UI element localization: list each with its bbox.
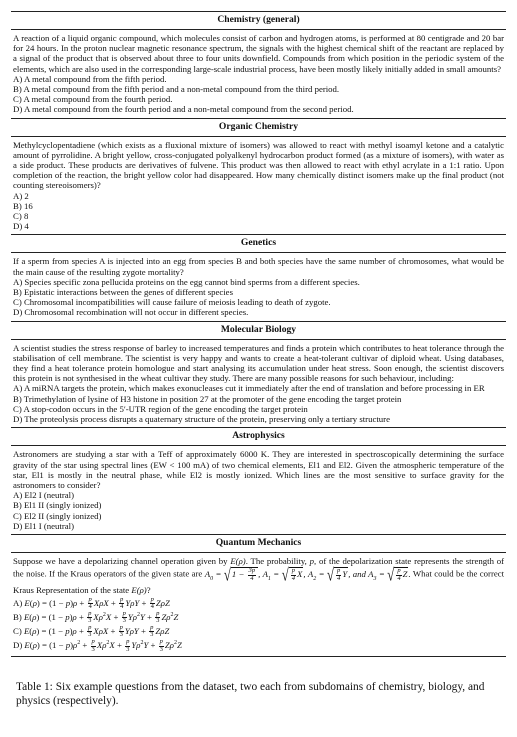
question-text: Astronomers are studying a star with a Teff of approximately 6000 K. They are interested in spectroscopically determining the surface gravity of the star using spectral lines (EW < 100 mA) of two chemical elements, El1 and El2. Given the atmospheric temperature of the star, El1 is mostly in the neutral phase, while El2 is mostly ionized. Which lines are the most sensitive to surface gravity for the astronomers to consider?	[13, 449, 504, 490]
section-genetics	[11, 235, 506, 321]
section-body	[11, 553, 506, 656]
option-a: A) El2 I (neutral)	[13, 490, 74, 501]
question-text: If a sperm from species A is injected into an egg from species B and both species have the same number of chromosomes, what would be the main cause of the resulting zygote mortality?	[13, 256, 504, 277]
option-b: B) A metal compound from the fifth period and a non-metal compound from the third period.	[13, 84, 340, 95]
option-d: D) Chromosomal recombination will not occur in different species.	[13, 307, 249, 318]
option-b: B) 16	[13, 200, 33, 211]
section-body	[11, 137, 506, 235]
math-e-rho: E(ρ)	[230, 555, 246, 566]
option-a: A) E(ρ) = (1 − p)ρ + $\frac{p}{4}$ XρX + $\frac{p}{4}$ YρY + $\frac{p}{4}$ ZρZ	[13, 595, 170, 611]
section-body	[11, 30, 506, 118]
option-d: D) The proteolysis process disrupts a quaternary structure of the protein, preserving only a tertiary structure	[13, 414, 390, 425]
option-b: B) El1 II (singly ionized)	[13, 500, 102, 511]
section-quantum-mechanics	[11, 535, 506, 657]
question-text: A scientist studies the stress response of barley to increased temperatures and finds a protein which contributes to heat tolerance through the stabilisation of cell membrane. The scientist is very happy and wants to create a heat-tolerant cultivar of diploid wheat. Using databases, they find a heat tolerance protein homologue and start analysing its accumulation under heat stress. Soon enough, the scientist discovers this protein is not synthesised in the wheat cultivar they study. There are many possible reasons for such behaviour, including:	[13, 342, 504, 384]
option-c: C) Chromosomal incompatibilities will cause failure of meiosis leading to death of zygote.	[13, 297, 331, 308]
question-text	[13, 556, 504, 597]
section-header: Chemistry (general)	[11, 12, 506, 30]
section-body	[11, 253, 506, 320]
section-header: Organic Chemistry	[11, 119, 506, 137]
option-a: A) 2	[13, 190, 29, 201]
table-caption: Table 1: Six example questions from the dataset, two each from subdomains of chemistry, biology, and physics (respectively).	[16, 681, 485, 708]
kraus-a0: $A_0 = √1$ − $\frac{3p}{4}$ , $A_1$ = √ $\frac{p}{4}$ X, $A_2$ = √ $\frac{p}{4}$ Y, and $A_3$ = √ $\frac{p}{4}$ Z.	[204, 564, 411, 586]
section-header: Molecular Biology	[11, 322, 506, 340]
section-astrophysics	[11, 428, 506, 535]
question-fragment: Suppose we have a depolarizing channel operation given by	[13, 555, 231, 566]
section-molecular-biology	[11, 322, 506, 429]
option-b: B) E(ρ) = (1 − p)ρ + $\frac{p}{3}$ $X\rho^2X$ + $\frac{p}{3}$ $Y\rho^2Y$ + $\frac{p}{3}$ $Z\rho^2Z$	[13, 609, 179, 625]
section-body	[11, 340, 506, 428]
option-d: D) 4	[13, 221, 29, 232]
option-b: B) Trimethylation of lysine of H3 histone in position 27 at the promoter of the gene encoding the target protein	[13, 393, 402, 404]
question-fragment: . The probability,	[245, 555, 310, 566]
question-fragment: ?	[146, 585, 151, 596]
question-text: A reaction of a liquid organic compound, which molecules consist of carbon and hydrogen atoms, is performed at 80 centigrade and 20 bar for 24 hours. In the proton nuclear magnetic resonance spectrum, the signals with the highest chemical shift of the reactant are replaced by a signal of the product that is observed about three to four units downfield. Compounds from which position in the periodic system of the elements, which are also used in the corresponding large-scale industrial process, have been mostly likely initially added in small amounts?	[13, 33, 504, 74]
examples-table	[11, 11, 506, 657]
option-c: C) El2 II (singly ionized)	[13, 510, 102, 521]
section-organic-chemistry	[11, 119, 506, 236]
option-c: C) A metal compound from the fourth period.	[13, 94, 173, 105]
section-chemistry-general	[11, 12, 506, 119]
option-b: B) Epistatic interactions between the genes of different species	[13, 287, 233, 298]
section-header: Astrophysics	[11, 428, 506, 446]
section-body	[11, 446, 506, 534]
math-e-rho: E(ρ)	[131, 585, 147, 596]
option-d: D) $E(\rho) = (1 - p)\rho^2$ + $\frac{p}{3}$ $X\rho^2X$ + $\frac{p}{3}$ $Y\rho^2Y$ + $\frac{p}{3}$ $Z\rho^2Z$	[13, 638, 182, 653]
question-fragment: What could be the correct Kraus Representation of the state	[13, 568, 505, 596]
option-d: D) A metal compound from the fourth period and a non-metal compound from the second period.	[13, 104, 354, 115]
option-c: C) 8	[13, 211, 29, 222]
question-fragment: , of the depolarization state represents the strength of the noise. If the Kraus operators of the given state are	[13, 555, 505, 579]
option-c: C) E(ρ) = (1 − p)ρ + $\frac{p}{3}$ XρX + $\frac{p}{3}$ YρY + $\frac{p}{3}$ ZρZ	[13, 623, 170, 639]
section-header: Quantum Mechanics	[11, 535, 506, 553]
math-p: p	[309, 555, 315, 566]
option-d: D) El1 I (neutral)	[13, 520, 74, 531]
option-a: A) A miRNA targets the protein, which makes exonucleases cut it immediately after the end of translation and before processing in ER	[13, 383, 485, 394]
option-a: A) Species specific zona pellucida proteins on the egg cannot bind sperms from a different species.	[13, 276, 360, 287]
option-c: C) A stop-codon occurs in the 5′-UTR region of the gene encoding the target protein	[13, 403, 308, 414]
option-a: A) A metal compound from the fifth period.	[13, 73, 167, 84]
question-text: Methylcyclopentadiene (which exists as a fluxional mixture of isomers) was allowed to react with methyl isoamyl ketone and a catalytic amount of pyrrolidine. A bright yellow, cross-conjugated polyalkenyl hydrocarbon product formed (as a mixture of isomers), with water as a side product. These products are derivatives of fulvene. This product was then allowed to react with ethyl acrylate in a 1:1 ratio. Upon completion of the reaction, the bright yellow color had disappeared. How many chemically distinct isomers make up the final product (not counting stereoisomers)?	[13, 139, 504, 191]
section-header: Genetics	[11, 235, 506, 253]
